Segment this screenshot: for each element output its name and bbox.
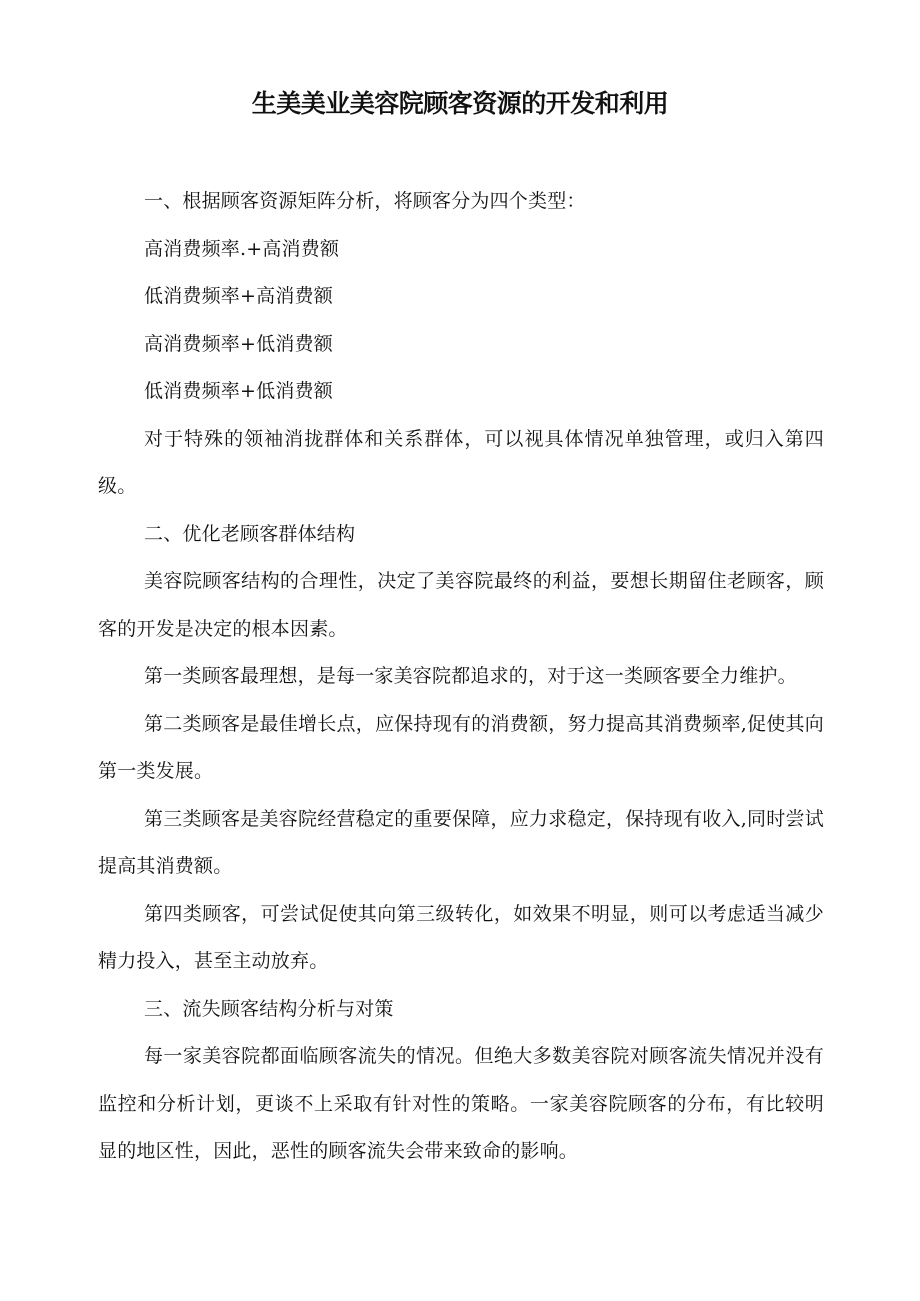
paragraph-special-groups: 对于特殊的领袖消拢群体和关系群体，可以视具体情况单独管理，或归入第四级。 <box>98 427 824 497</box>
document-body <box>98 178 824 1176</box>
type-item-1: 高消费频率.+高消费额 <box>144 237 340 260</box>
section-heading-3: 三、流失顾客结构分析与对策 <box>144 997 394 1020</box>
paragraph-type-1: 第一类顾客最理想，是每一家美容院都追求的，对于这一类顾客要全力维护。 <box>144 665 797 687</box>
type-item-4: 低消费频率+低消费额 <box>144 380 333 402</box>
section-heading-2: 二、优化老顾客群体结构 <box>144 522 356 545</box>
paragraph-type-3: 第三类顾客是美容院经营稳定的重要保障，应力求稳定，保持现有收入,同时尝试提高其消费额。 <box>98 807 824 877</box>
type-item-2: 低消费频率+高消费额 <box>144 285 333 307</box>
section-heading-1: 一、根据顾客资源矩阵分析，将顾客分为四个类型： <box>144 190 586 212</box>
paragraph-type-4: 第四类顾客，可尝试促使其向第三级转化，如效果不明显，则可以考虑适当减少精力投入，甚至主动放弃。 <box>98 902 824 972</box>
paragraph-churn: 每一家美容院都面临顾客流失的情况。但绝大多数美容院对顾客流失情况并没有监控和分析计划，更谈不上采取有针对性的策略。一家美容院顾客的分布，有比较明显的地区性，因此，恶性的顾客流失会带来致命的影响。 <box>98 1045 824 1162</box>
paragraph-structure: 美容院顾客结构的合理性，决定了美容院最终的利益，要想长期留住老顾客，顾客的开发是决定的根本因素。 <box>98 570 824 640</box>
type-item-3: 高消费频率+低消费额 <box>144 332 333 355</box>
document-title: 生美美业美容院顾客资源的开发和利用 <box>251 89 669 118</box>
paragraph-type-2: 第二类顾客是最佳增长点，应保持现有的消费额，努力提高其消费频率,促使其向第一类发展。 <box>98 712 824 782</box>
